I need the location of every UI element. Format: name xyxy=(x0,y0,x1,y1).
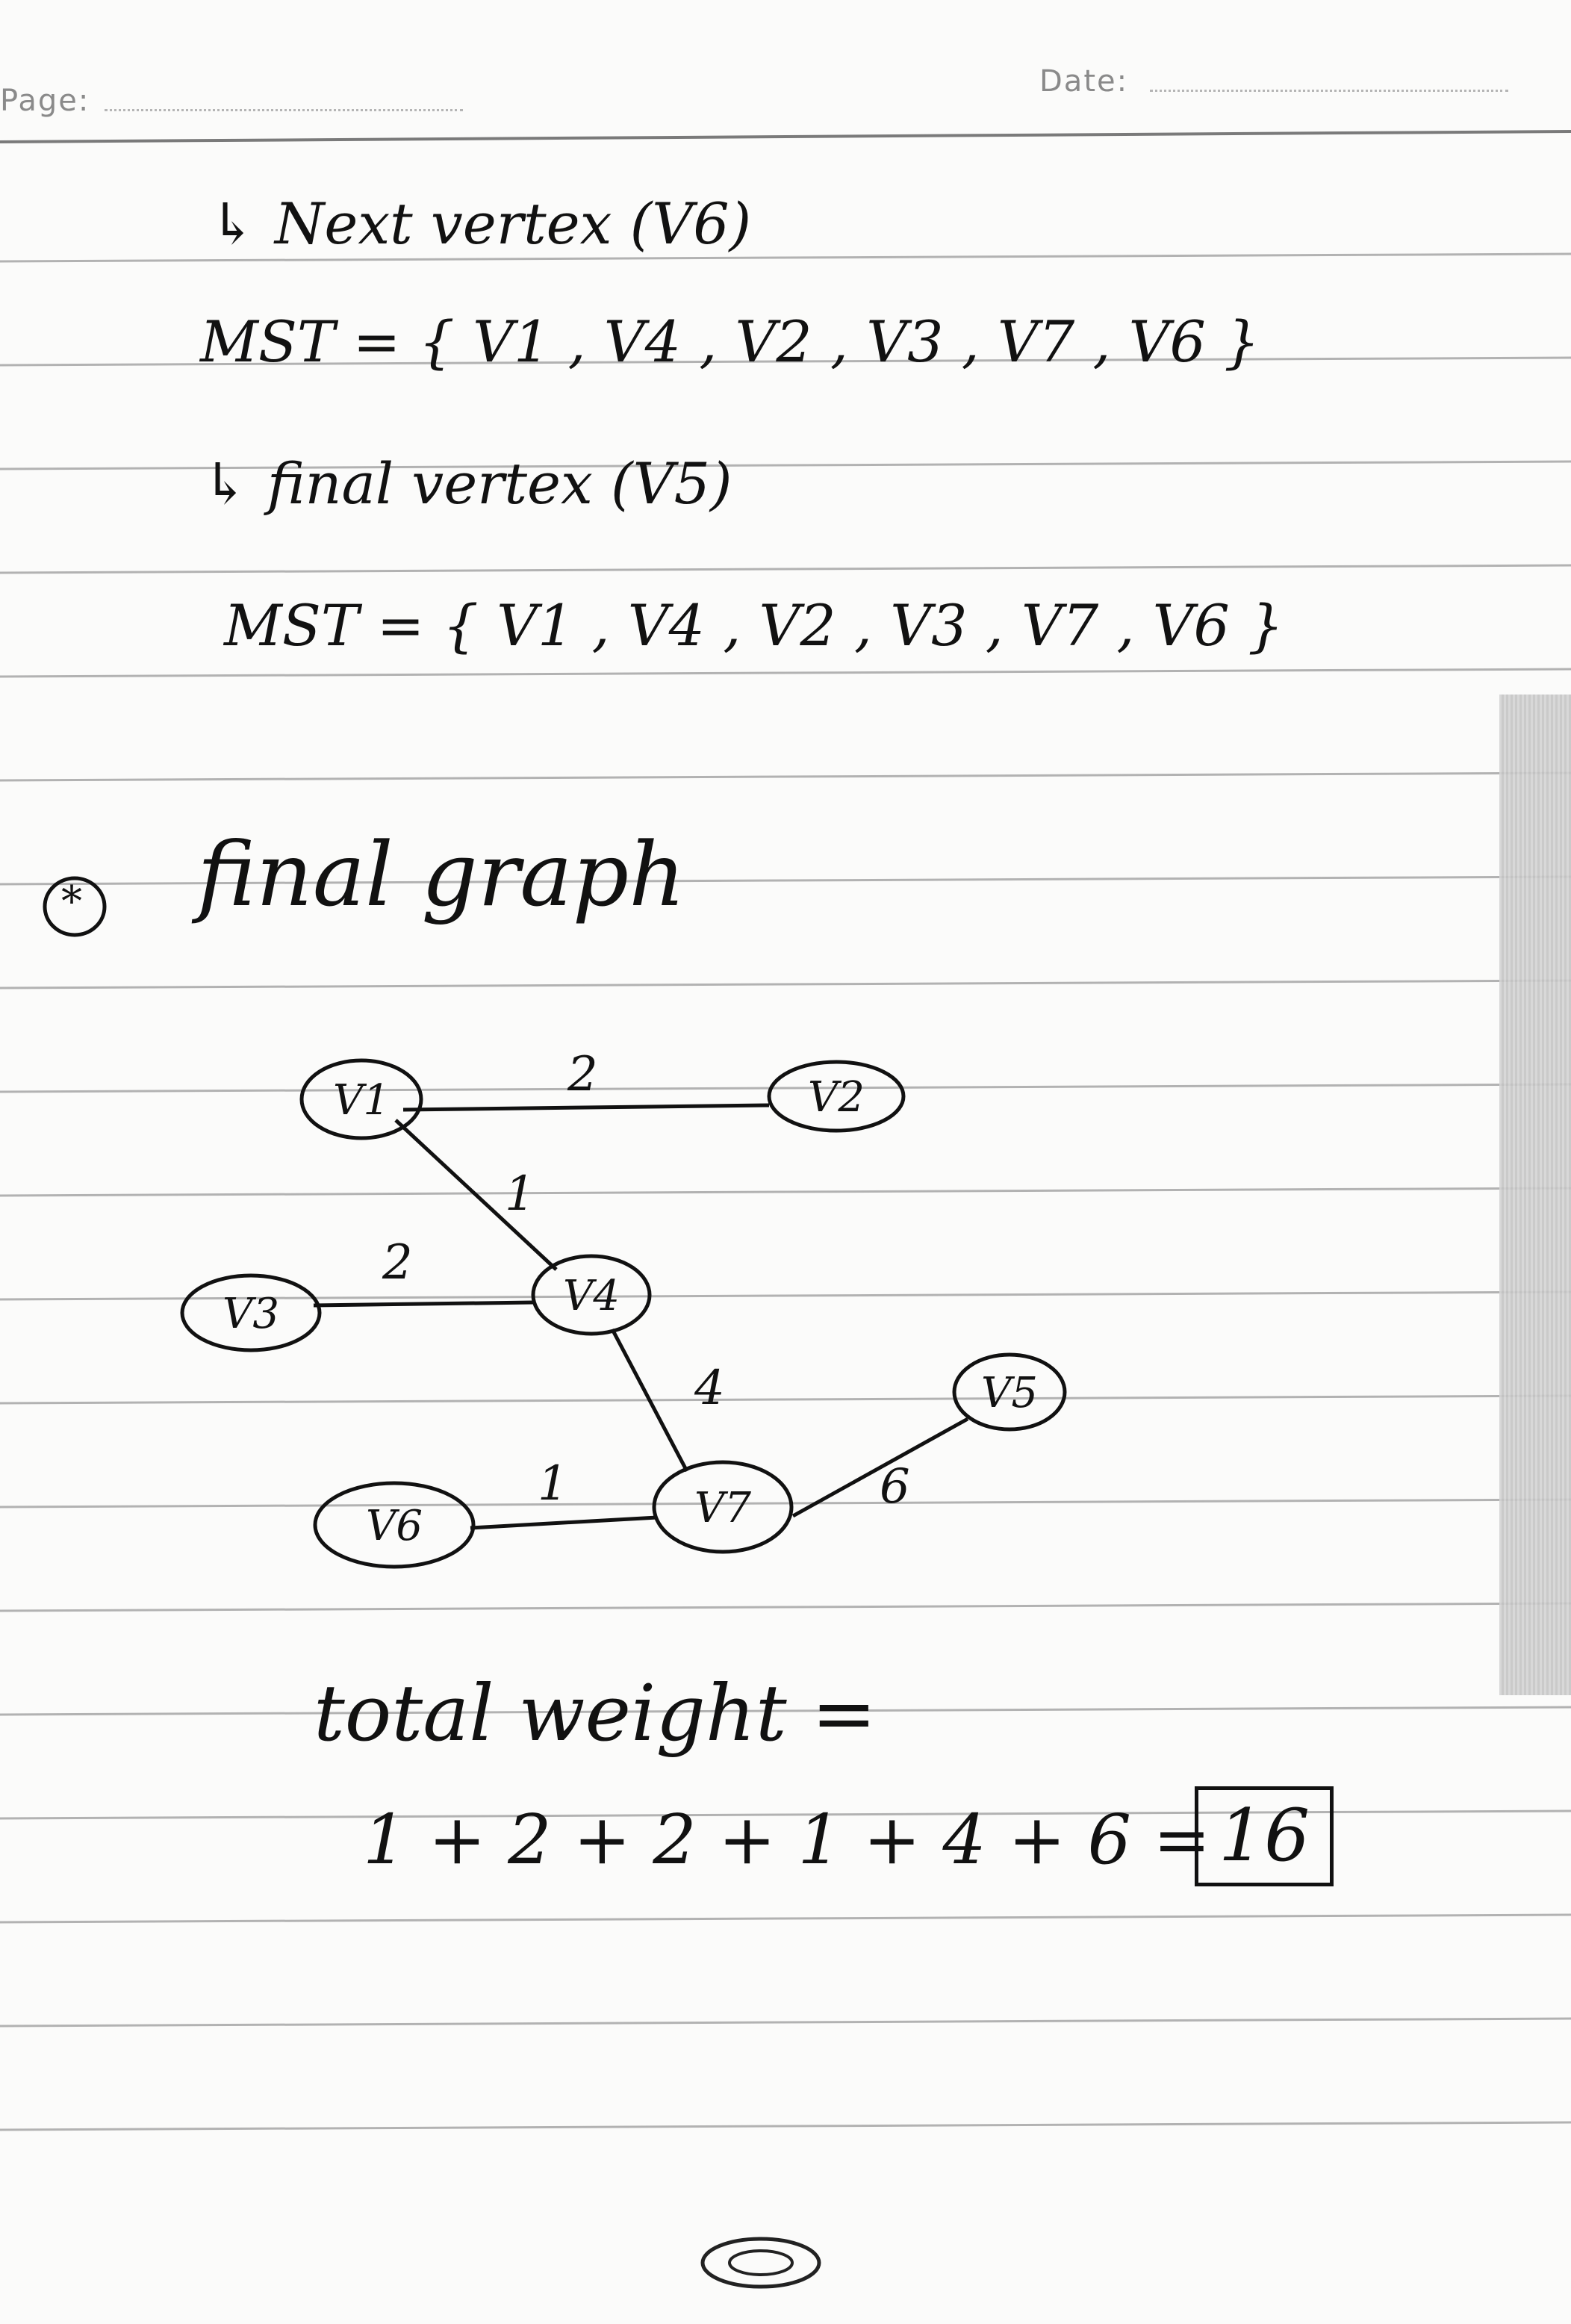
node-v6 xyxy=(315,1483,473,1567)
total-weight-label: total weight = xyxy=(314,1668,877,1759)
edge-weight-v4-v7: 4 xyxy=(694,1361,725,1416)
node-v2 xyxy=(769,1062,903,1131)
edge-v1-v2 xyxy=(403,1105,769,1110)
edge-weight-v1-v2: 2 xyxy=(567,1047,598,1102)
edge-v6-v7 xyxy=(470,1517,657,1528)
edge-v3-v4 xyxy=(314,1302,533,1305)
notebook-logo xyxy=(697,2233,824,2293)
edge-v4-v7 xyxy=(612,1329,687,1471)
node-label: V1 xyxy=(332,1076,391,1125)
node-label: V7 xyxy=(694,1484,752,1532)
date-label: Date: xyxy=(1039,64,1129,99)
node-v3 xyxy=(182,1276,320,1350)
page-label: Page: xyxy=(0,84,90,118)
node-label: V6 xyxy=(365,1502,423,1550)
edge-weight-v1-v4: 1 xyxy=(505,1166,535,1222)
heading-final-graph: final graph xyxy=(197,823,686,926)
node-v1 xyxy=(302,1060,421,1138)
node-label: V2 xyxy=(807,1073,865,1122)
node-label: V4 xyxy=(562,1272,620,1320)
node-v5 xyxy=(954,1355,1065,1429)
node-v7 xyxy=(654,1462,791,1552)
node-v4 xyxy=(533,1256,650,1334)
note-mst-set-1: MST = { V1 , V4 , V2 , V3 , V7 , V6 } xyxy=(200,308,1260,375)
total-result: 16 xyxy=(1219,1794,1310,1877)
edge-weight-v7-v5: 6 xyxy=(880,1459,910,1514)
note-final-vertex: ↳ final vertex (V5) xyxy=(202,450,732,517)
heading-bullet: * xyxy=(61,877,82,926)
edge-weight-v3-v4: 2 xyxy=(382,1235,413,1290)
note-next-vertex: ↳ Next vertex (V6) xyxy=(209,190,752,257)
edge-weight-v6-v7: 1 xyxy=(538,1456,568,1511)
node-label: V5 xyxy=(980,1369,1039,1417)
total-equation: 1 + 2 + 2 + 1 + 4 + 6 = xyxy=(363,1800,1211,1880)
node-label: V3 xyxy=(222,1290,280,1338)
note-mst-set-2: MST = { V1 , V4 , V2 , V3 , V7 , V6 } xyxy=(224,592,1284,659)
